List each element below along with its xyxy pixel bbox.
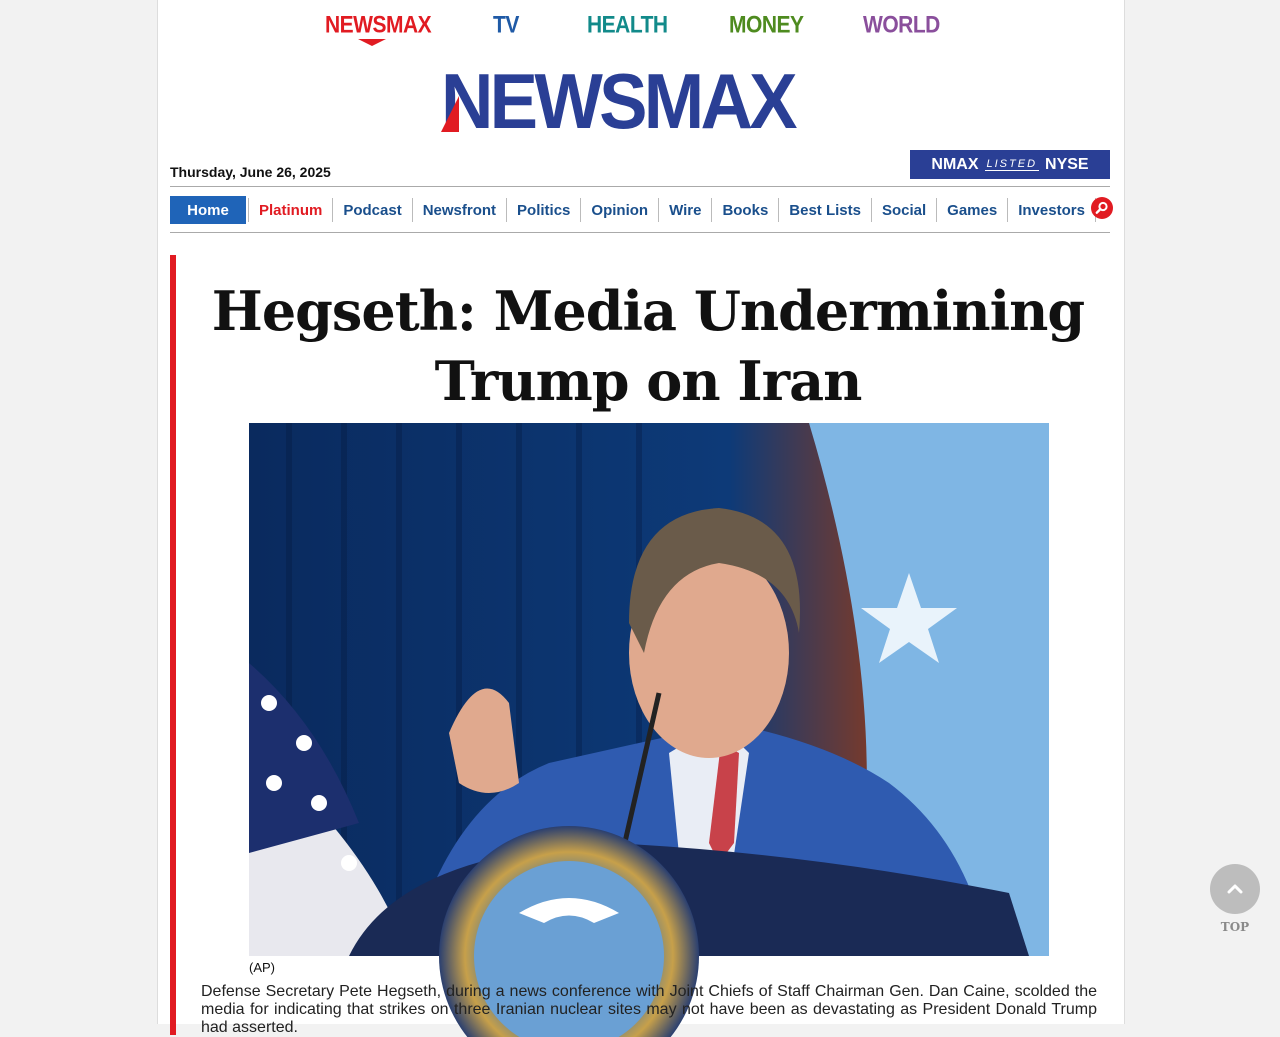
ticker-symbol: NMAX [931, 155, 979, 173]
nav-item-wire[interactable]: Wire [659, 198, 712, 222]
caret-down-icon [358, 39, 386, 46]
main-nav [170, 196, 1096, 224]
article-body: Defense Secretary Pete Hegseth, during a news conference with Joint Chiefs of Staff Chairman Gen. Dan Caine, scolded the media for indicating that strikes on three Iranian nuclear sites may not have been as devastating as President Donald Trump had asserted. [201, 983, 1097, 1036]
photo-credit: (AP) [249, 960, 275, 975]
divider [170, 232, 1110, 233]
ticker-exchange: NYSE [1045, 155, 1089, 173]
press-conference-photo [249, 423, 1049, 956]
back-to-top-label[interactable]: TOP [1220, 920, 1250, 934]
brand-links-row [158, 12, 1124, 52]
nav-item-newsfront[interactable]: Newsfront [413, 198, 507, 222]
nav-item-books[interactable]: Books [712, 198, 779, 222]
chevron-up-icon [1227, 884, 1243, 894]
brand-link-newsmax[interactable]: NEWSMAX [325, 12, 432, 39]
search-icon [1095, 201, 1109, 215]
brand-link-tv[interactable]: TV [493, 12, 519, 39]
brand-link-world[interactable]: WORLD [863, 12, 940, 39]
nav-item-podcast[interactable]: Podcast [333, 198, 412, 222]
nav-item-politics[interactable]: Politics [507, 198, 581, 222]
divider [170, 186, 1110, 187]
article-headline: Hegseth: Media Undermining Trump on Iran [211, 279, 1085, 413]
nav-item-opinion[interactable]: Opinion [581, 198, 659, 222]
nav-item-best-lists[interactable]: Best Lists [779, 198, 872, 222]
logo-text: NEWSMAX [441, 57, 794, 145]
ticker-listed: LISTED [986, 158, 1038, 170]
nav-item-social[interactable]: Social [872, 198, 937, 222]
current-date: Thursday, June 26, 2025 [170, 164, 331, 180]
article-accent-bar [170, 255, 176, 1035]
page-container [157, 0, 1125, 1036]
nav-item-games[interactable]: Games [937, 198, 1008, 222]
nav-item-platinum[interactable]: Platinum [248, 198, 333, 222]
search-button[interactable] [1091, 197, 1113, 219]
newsmax-logo[interactable] [441, 57, 843, 145]
brand-link-money[interactable]: MONEY [729, 12, 804, 39]
nyse-listing-badge[interactable] [910, 150, 1110, 179]
nav-item-investors[interactable]: Investors [1008, 198, 1096, 222]
brand-link-health[interactable]: HEALTH [587, 12, 668, 39]
back-to-top-button[interactable] [1210, 864, 1260, 914]
article-photo [249, 423, 1049, 956]
nav-item-home[interactable]: Home [170, 196, 246, 224]
logo-red-mark-icon [441, 96, 459, 132]
